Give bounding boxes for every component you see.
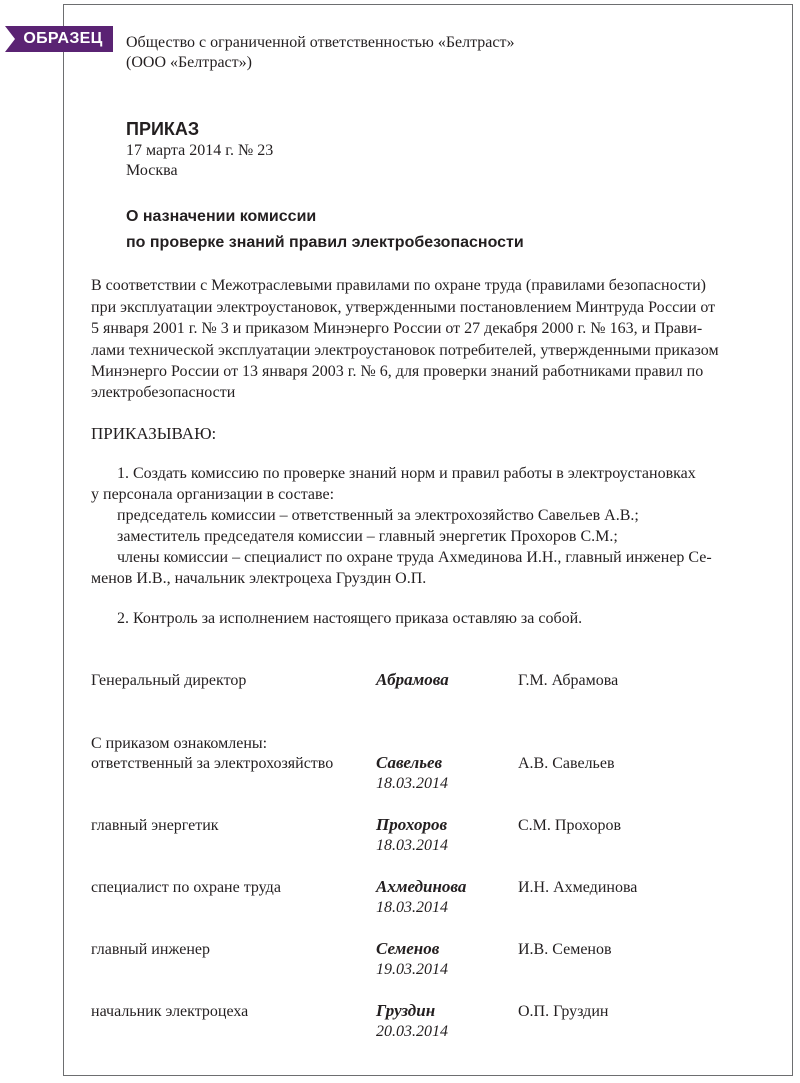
preamble-line: Минэнерго России от 13 января 2003 г. № 6, для проверки знаний работниками правил по xyxy=(91,363,704,380)
badge-notch xyxy=(5,26,15,52)
acquainted-date: 19.03.2014 xyxy=(376,961,448,978)
item1-line: менов И.В., начальник электроцеха Груздин О.П. xyxy=(91,570,427,587)
item1-line: заместитель председателя комиссии – главный энергетик Прохоров С.М.; xyxy=(117,528,618,545)
acquainted-name: О.П. Груздин xyxy=(518,1003,609,1020)
acquainted-date: 18.03.2014 xyxy=(376,775,448,792)
acquainted-signature: Савельев xyxy=(376,753,443,772)
org-name: Общество с ограниченной ответственностью «Белтраст» xyxy=(126,34,515,51)
sample-badge: ОБРАЗЕЦ xyxy=(5,26,113,52)
preamble-line: В соответствии с Межотраслевыми правилами по охране труда (правилами безопасности) xyxy=(91,277,706,294)
preamble-line: электробезопасности xyxy=(91,384,236,401)
item1-line: председатель комиссии – ответственный за электрохозяйство Савельев А.В.; xyxy=(117,507,639,524)
subject-line-1: О назначении комиссии xyxy=(126,208,317,225)
acquainted-signature: Ахмединова xyxy=(376,877,467,896)
order-date-number: 17 марта 2014 г. № 23 xyxy=(126,142,274,159)
acquainted-date: 18.03.2014 xyxy=(376,899,448,916)
acquainted-name: И.В. Семенов xyxy=(518,941,612,958)
acquainted-position: начальник электроцеха xyxy=(91,1003,249,1020)
acquainted-signature: Груздин xyxy=(376,1001,436,1020)
order-city: Москва xyxy=(126,162,178,179)
acquainted-date: 18.03.2014 xyxy=(376,837,448,854)
acquainted-name: А.В. Савельев xyxy=(518,755,615,772)
item1-line: члены комиссии – специалист по охране труда Ахмединова И.Н., главный инженер Се- xyxy=(117,549,712,566)
item2-line: 2. Контроль за исполнением настоящего приказа оставляю за собой. xyxy=(117,610,583,627)
acquainted-name: И.Н. Ахмединова xyxy=(518,879,638,896)
acquainted-position: специалист по охране труда xyxy=(91,879,281,896)
org-short-name: (ООО «Белтраст») xyxy=(126,54,252,71)
director-name: Г.М. Абрамова xyxy=(518,672,619,689)
director-position: Генеральный директор xyxy=(91,672,247,689)
acquainted-signature: Семенов xyxy=(376,939,440,958)
document-title: ПРИКАЗ xyxy=(126,119,200,139)
acquainted-signature: Прохоров xyxy=(376,815,448,834)
order-word: ПРИКАЗЫВАЮ: xyxy=(91,424,217,443)
director-signature: Абрамова xyxy=(376,670,449,689)
subject-line-2: по проверке знаний правил электробезопасности xyxy=(126,234,524,251)
acquainted-position: главный инженер xyxy=(91,941,210,958)
preamble-line: при эксплуатации электроустановок, утвержденными постановлением Минтруда России от xyxy=(91,299,716,316)
preamble-line: лами технической эксплуатации электроустановок потребителей, утвержденными приказом xyxy=(91,342,719,359)
acquainted-position: главный энергетик xyxy=(91,817,219,834)
acquainted-position: ответственный за электрохозяйство xyxy=(91,755,334,772)
preamble-line: 5 января 2001 г. № 3 и приказом Минэнерго России от 27 декабря 2000 г. № 163, и Прави- xyxy=(91,320,703,337)
acquainted-label: С приказом ознакомлены: xyxy=(91,735,268,752)
acquainted-name: С.М. Прохоров xyxy=(518,817,621,834)
acquainted-date: 20.03.2014 xyxy=(376,1023,448,1040)
item1-line: у персонала организации в составе: xyxy=(91,486,335,503)
item1-line: 1. Создать комиссию по проверке знаний норм и правил работы в электроустановках xyxy=(117,465,696,482)
